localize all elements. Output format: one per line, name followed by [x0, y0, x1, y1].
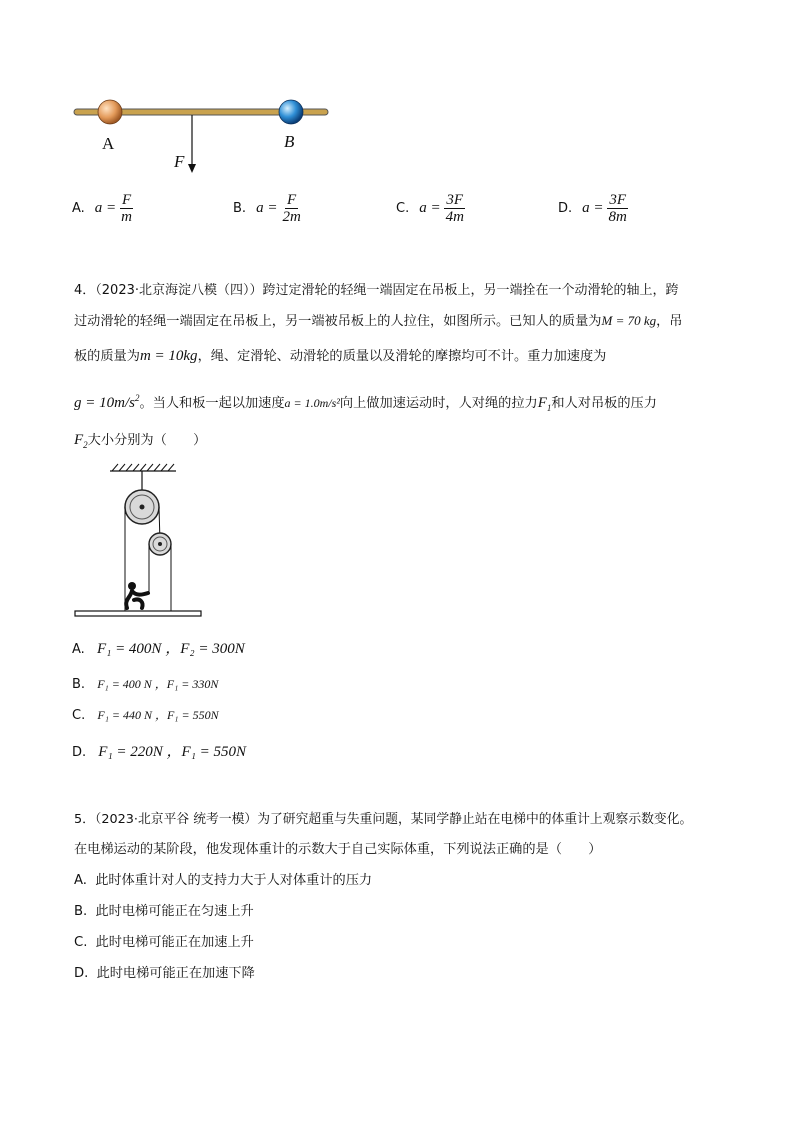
q3-option-a-fraction [119, 192, 134, 225]
q4-option-b-letter: B. [72, 677, 86, 692]
q3-option-b-letter: B. [233, 201, 247, 216]
q3-option-c-prefix: a = [419, 200, 441, 216]
q4-option-c [72, 706, 219, 723]
q4-line-5: 大小分别为（ ） [87, 433, 207, 448]
q4-option-a-letter: A. [72, 642, 85, 657]
q4-line-4a: 。当人和板一起以加速度 [139, 396, 285, 411]
pulley-figure [72, 462, 206, 622]
q4-option-c-text: F₁ = 440 N ，F₁ = 550N [97, 708, 219, 722]
q4-option-b-text: F₁ = 400 N ，F₁ = 330N [97, 677, 219, 691]
q3-option-a-num: F [122, 192, 132, 208]
q4-line-5 [74, 430, 734, 455]
q5-option-a [74, 871, 734, 891]
arrow-head [188, 164, 196, 173]
q3-option-c-letter: C. [396, 201, 410, 216]
q3-option-b-fraction [280, 192, 302, 225]
q4-f2-symbol: F [74, 432, 84, 448]
q5-option-a-letter: A. [74, 873, 87, 888]
q3-option-b-den: 2m [282, 209, 301, 225]
q3-option-d-prefix: a = [582, 200, 604, 216]
q4-option-b [72, 675, 218, 692]
q4-line-3 [74, 346, 734, 367]
q3-option-b-prefix: a = [256, 200, 278, 216]
q4-line-2 [74, 311, 734, 332]
q5-option-d [74, 964, 734, 984]
q5-option-b-letter: B. [74, 904, 88, 919]
q5-option-d-letter: D. [74, 966, 89, 981]
q5-option-c-letter: C. [74, 935, 88, 950]
q5-option-c-text: 此时电梯可能正在加速上升 [95, 935, 254, 950]
q4-line-2b: ，吊 [656, 314, 683, 329]
q3-option-c-num: 3F [446, 192, 464, 208]
q4-line-1: 4．（2023·北京海淀八模（四））跨过定滑轮的轻绳一端固定在吊板上，另一端拴在一个动滑轮的轴上，跨 [74, 283, 679, 298]
q3-option-a-letter: A. [72, 201, 85, 216]
q3-option-a [72, 192, 134, 225]
q4-f1-sub: 1 [546, 403, 552, 413]
ball-a [98, 100, 122, 124]
q4-gravity-sup: 2 [134, 393, 140, 403]
q4-line-4c: 和人对吊板的压力 [551, 396, 657, 411]
q4-option-d-letter: D. [72, 745, 87, 760]
q4-line-3b: ，绳、定滑轮、动滑轮的质量以及滑轮的摩擦均可不计。重力加速度为 [197, 349, 607, 364]
q3-option-d-den: 8m [608, 209, 627, 225]
q3-option-d [558, 192, 629, 225]
q4-accel: a = 1.0m/s² [284, 396, 340, 410]
q4-mass-board: m = 10kg [139, 348, 198, 364]
ball-b [279, 100, 303, 124]
q3-option-d-fraction [607, 192, 629, 225]
person-icon [126, 582, 148, 608]
q5-option-b-text: 此时电梯可能正在匀速上升 [95, 904, 254, 919]
q4-option-c-letter: C. [72, 708, 86, 723]
hanging-board [75, 611, 201, 616]
q3-option-b [233, 192, 303, 225]
q4-line-4 [74, 388, 734, 418]
label-a: A [102, 134, 115, 153]
q3-option-c-fraction [444, 192, 466, 225]
q4-line-4b: 向上做加速运动时，人对绳的拉力 [339, 396, 538, 411]
q3-option-c-den: 4m [445, 209, 464, 225]
q4-option-d-text: F₁ = 220N ，F₁ = 550N [98, 744, 247, 760]
q4-mass-person: M = 70 kg [601, 313, 657, 328]
q5-option-b [74, 902, 734, 922]
q3-option-b-num: F [287, 192, 297, 208]
q3-option-c [396, 192, 466, 225]
q4-gravity [74, 395, 139, 411]
q3-option-a-prefix: a = [94, 200, 117, 216]
q4-option-a [72, 637, 245, 658]
q4-f1 [538, 395, 552, 411]
q4-f1-symbol: F [537, 395, 547, 411]
q5-line-2: 在电梯运动的某阶段，他发现体重计的示数大于自己实际体重，下列说法正确的是（ ） [74, 842, 602, 857]
q4-f2-sub: 2 [83, 440, 88, 450]
label-f: F [174, 152, 185, 171]
q5-line-1: 5．（2023·北京平谷 统考一模）为了研究超重与失重问题，某同学静止站在电梯中的体重计上观察示数变化。 [74, 812, 693, 827]
q5-option-d-text: 此时电梯可能正在加速下降 [96, 966, 255, 981]
q4-f2 [74, 432, 88, 448]
q3-option-d-letter: D. [558, 201, 573, 216]
q5-option-a-text: 此时体重计对人的支持力大于人对体重计的压力 [95, 873, 373, 888]
q3-option-d-num: 3F [609, 192, 627, 208]
q4-option-a-text: F₁ = 400N ，F₂ = 300N [96, 641, 245, 657]
label-b: B [284, 132, 295, 151]
q4-line-3a: 板的质量为 [74, 349, 140, 364]
q4-gravity-value: g = 10m/s [74, 395, 135, 411]
q5-option-c [74, 933, 734, 953]
q3-option-a-den: m [121, 209, 133, 225]
q4-option-d [72, 740, 246, 761]
q4-line-2a: 过动滑轮的轻绳一端固定在吊板上，另一端被吊板上的人拉住，如图所示。已知人的质量为 [74, 314, 602, 329]
